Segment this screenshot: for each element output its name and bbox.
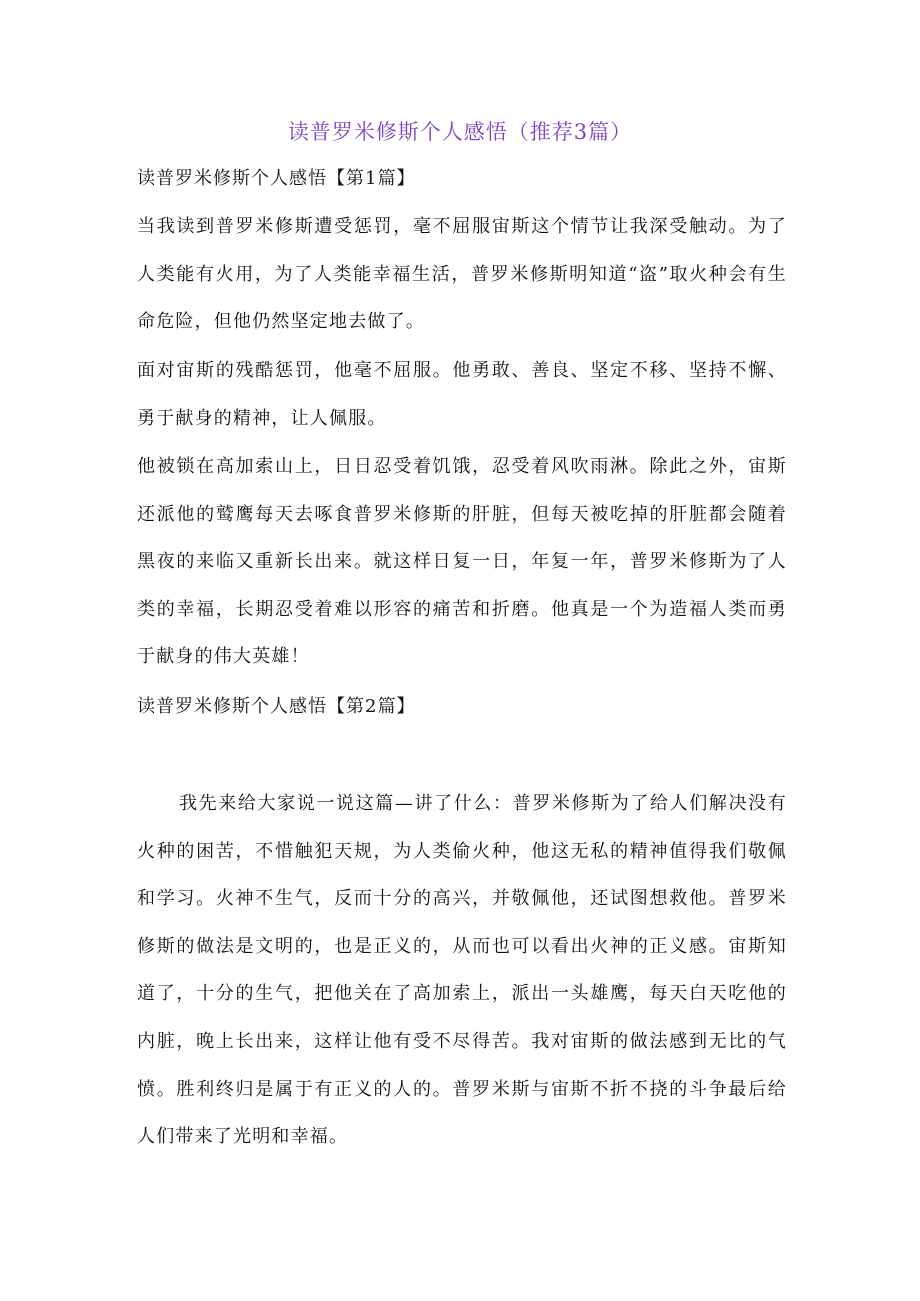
- document-title: 读普罗米修斯个人感悟（推荐3篇）: [287, 120, 633, 144]
- article-1-paragraph-1: 当我读到普罗米修斯遭受惩罚，毫不屈服宙斯这个情节让我深受触动。为了人类能有火用，为了人类能幸福生活，普罗米修斯明知道“盗”取火种会有生命危险，但他仍然坚定地去做了。: [137, 216, 787, 332]
- article-1-paragraph-2: 面对宙斯的残酷惩罚，他毫不屈服。他勇敢、善良、坚定不移、坚持不懈、勇于献身的精神，让人佩服。: [137, 360, 787, 429]
- article-2-heading: 读普罗米修斯个人感悟【第2篇】: [137, 696, 416, 717]
- article-1-heading: 读普罗米修斯个人感悟【第1篇】: [137, 168, 416, 189]
- article-1-paragraph-3: 他被锁在高加索山上，日日忍受着饥饿，忍受着风吹雨淋。除此之外，宙斯还派他的鹫鹰每天去啄食普罗米修斯的肝脏，但每天被吃掉的肝脏都会随着黑夜的来临又重新长出来。就这样日复一日，年复一年，普罗米修斯为了人类的幸福，长期忍受着难以形容的痛苦和折磨。他真是一个为造福人类而勇于献身的伟大英雄！: [137, 456, 787, 667]
- article-2-paragraph-1: 我先来给大家说一说这篇—讲了什么：普罗米修斯为了给人们解决没有火种的困苦，不惜触犯天规，为人类偷火种，他这无私的精神值得我们敬佩和学习。火神不生气，反而十分的高兴，并敬佩他，还试图想救他。普罗米修斯的做法是文明的，也是正义的，从而也可以看出火神的正义感。宙斯知道了，十分的生气，把他关在了高加索上，派出一头雄鹰，每天白天吃他的内脏，晚上长出来，这样让他有受不尽得苦。我对宙斯的做法感到无比的气愤。胜利终归是属于有正义的人的。普罗米斯与宙斯不折不挠的斗争最后给人们带来了光明和幸福。: [137, 793, 787, 1148]
